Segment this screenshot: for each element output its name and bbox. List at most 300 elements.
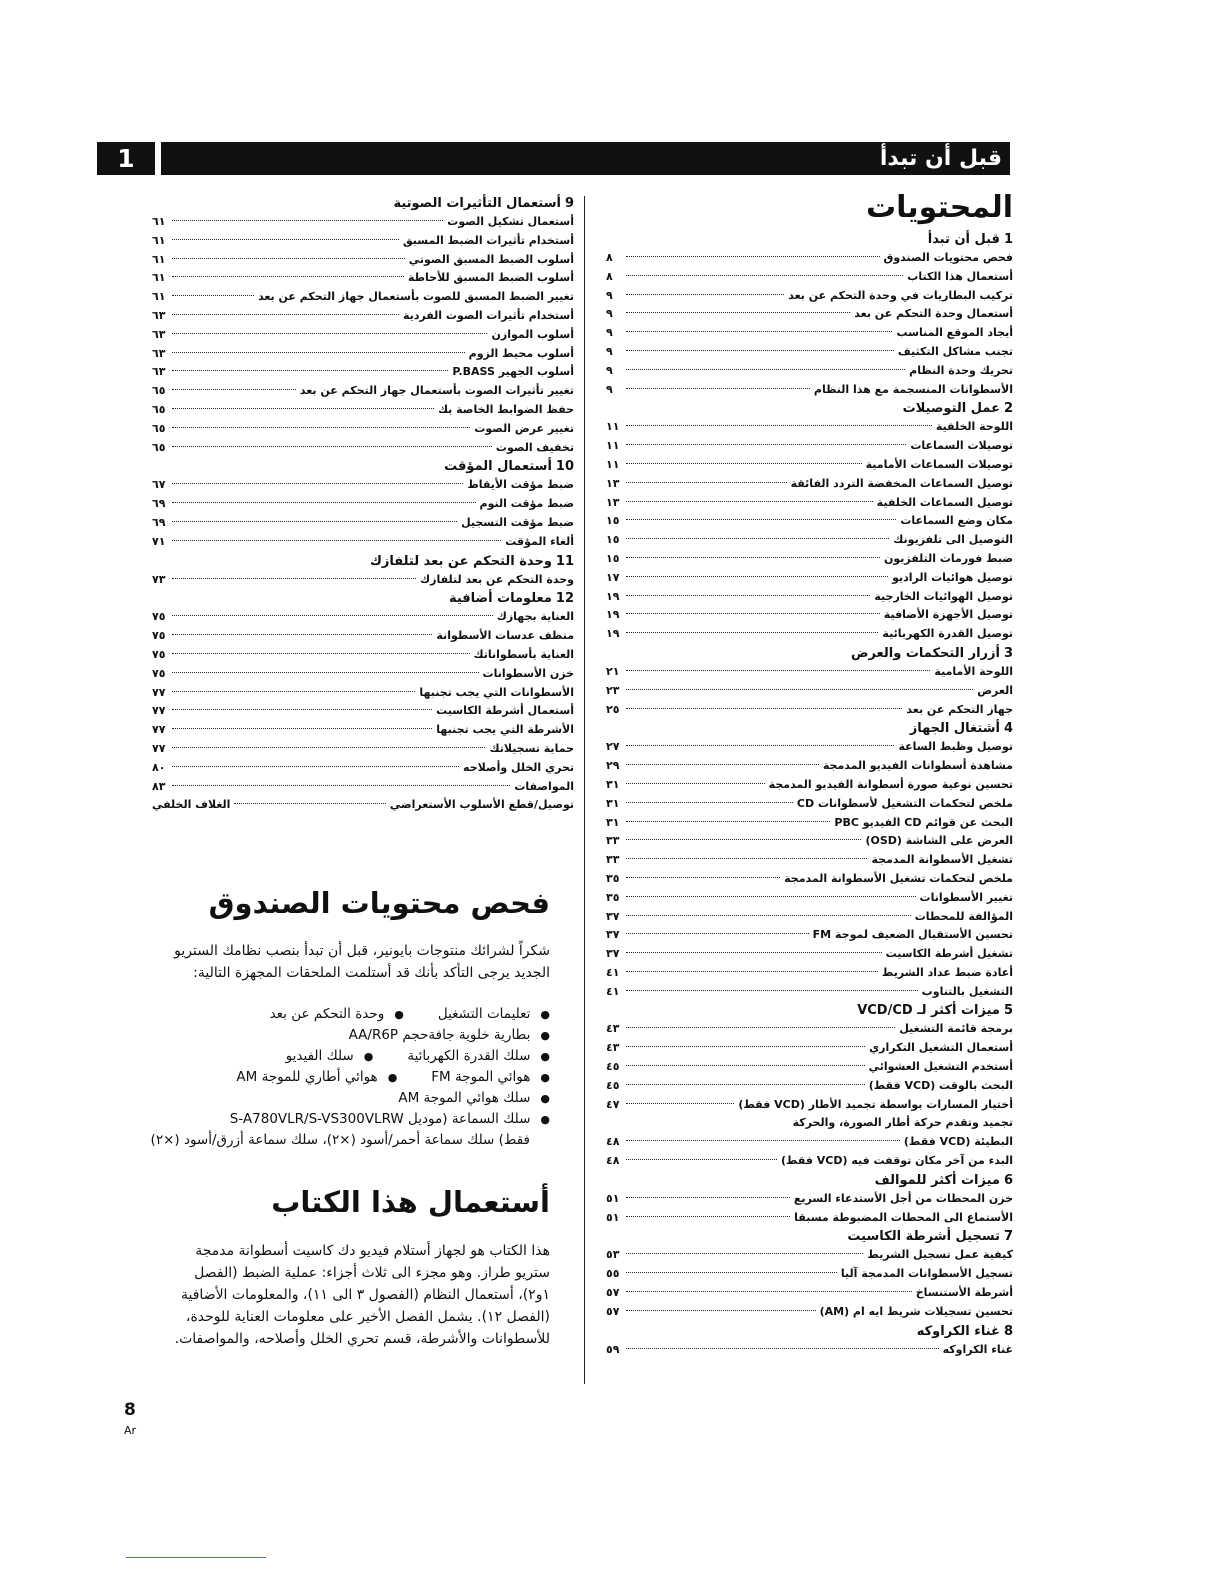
- toc-entry-label: الأسطوانات المنسجمة مع هذا النظام: [813, 382, 1013, 396]
- toc-entry[interactable]: [606, 832, 1013, 851]
- toc-section: [606, 1001, 1013, 1020]
- toc-entry[interactable]: [606, 1133, 1013, 1152]
- toc-entry[interactable]: [152, 684, 574, 703]
- toc-entry-page: ٨٠: [152, 760, 166, 774]
- toc-leader-dots: [626, 689, 973, 690]
- toc-entry-label: العرض على الشاشة (OSD): [865, 834, 1013, 848]
- toc-section-number: 8: [1003, 1323, 1013, 1339]
- toc-section-title: عمل التوصيلات: [902, 401, 1000, 417]
- toc-entry[interactable]: [152, 251, 574, 270]
- toc-entry-page: ٨: [606, 251, 613, 264]
- toc-leader-dots: [626, 595, 870, 596]
- toc-entry-label: أختيار المسارات بواسطة تجميد الأطار (VCD فقط): [738, 1097, 1013, 1111]
- toc-entry[interactable]: [606, 1058, 1013, 1077]
- toc-leader-dots: [626, 1348, 939, 1349]
- toc-leader-dots: [626, 1291, 912, 1292]
- toc-entry[interactable]: [152, 269, 574, 288]
- toc-entry-page: ٦٥: [152, 440, 166, 454]
- toc-entry-page: ٣٧: [606, 909, 620, 923]
- box-item: تعليمات التشغيل: [437, 1006, 531, 1022]
- toc-leader-dots: [172, 446, 492, 447]
- toc-entry-page: ١١: [606, 420, 620, 434]
- toc-entry[interactable]: [606, 249, 1013, 268]
- toc-entry[interactable]: [152, 533, 574, 552]
- toc-entry-label: ضبط فورمات التلفزيون: [883, 551, 1013, 565]
- toc-entry[interactable]: [606, 305, 1013, 324]
- toc-entry-page: ١٩: [606, 589, 620, 603]
- toc-entry-page: ٦٣: [152, 346, 166, 360]
- bullet-icon: ●: [387, 1071, 398, 1084]
- toc-entry-label: تحسين تسجيلات شريط ايه ام (AM): [819, 1304, 1013, 1318]
- toc-entry-label: توصيل القدرة الكهربائية: [882, 627, 1013, 641]
- toc-entry[interactable]: [606, 494, 1013, 513]
- toc-leader-dots: [626, 745, 894, 746]
- toc-leader-dots: [626, 1253, 863, 1254]
- toc-leader-dots: [172, 370, 448, 371]
- bullet-icon: ●: [540, 1029, 550, 1042]
- toc-leader-dots: [626, 1103, 734, 1104]
- toc-entry[interactable]: [606, 418, 1013, 437]
- toc-leader-dots: [172, 672, 479, 673]
- toc-entry[interactable]: [152, 232, 574, 251]
- toc-leader-dots: [626, 1027, 895, 1028]
- box-item: هوائي أطاري للموجة AM: [236, 1069, 378, 1085]
- toc-entry[interactable]: [606, 381, 1013, 400]
- toc-entry-page: ٢١: [606, 664, 620, 678]
- toc-entry-page: ٦٣: [152, 327, 166, 341]
- toc-entry-page: ٣٣: [606, 853, 620, 867]
- toc-leader-dots: [626, 557, 880, 558]
- toc-entry[interactable]: [606, 1039, 1013, 1058]
- toc-entry-page: ١١: [606, 439, 620, 453]
- toc-entry-page: ٤٨: [606, 1135, 620, 1149]
- toc-entry[interactable]: [606, 682, 1013, 701]
- toc-entry[interactable]: [152, 608, 574, 627]
- toc-entry-label: أستعمال هذا الكتاب: [907, 269, 1013, 283]
- toc-leader-dots: [626, 802, 793, 803]
- toc-entry-label: أستعمال تشكيل الصوت: [447, 215, 574, 228]
- toc-entry-page: ٤٥: [606, 1078, 620, 1092]
- toc-section-title: وحدة التحكم عن بعد لتلفازك: [369, 553, 552, 569]
- toc-entry[interactable]: [606, 588, 1013, 607]
- toc-entry-label: البطيئة (VCD فقط): [903, 1135, 1013, 1149]
- toc-entry-label: توصيلات السماعات الأمامية: [865, 457, 1013, 471]
- toc-leader-dots: [234, 803, 385, 804]
- toc-entry[interactable]: [152, 721, 574, 740]
- toc-entry[interactable]: [606, 1020, 1013, 1039]
- box-item-row: [150, 1004, 550, 1025]
- toc-entry-page: ٣٣: [606, 834, 620, 848]
- toc-entry[interactable]: [152, 401, 574, 420]
- toc-leader-dots: [626, 933, 809, 934]
- toc-entry-page: ٧٥: [152, 647, 166, 661]
- toc-entry-label: خزن الأسطوانات: [482, 666, 574, 680]
- toc-leader-dots: [172, 258, 405, 259]
- toc-entry[interactable]: [606, 625, 1013, 644]
- toc-entry-label: توصيل الأجهزة الأضافية: [883, 608, 1013, 622]
- bullet-icon: ●: [540, 1092, 550, 1105]
- toc-entry[interactable]: [606, 512, 1013, 531]
- toc-section-number: 12: [555, 591, 574, 607]
- toc-entry-label: تشغيل الأسطوانة المدمجة: [871, 853, 1013, 867]
- toc-entry[interactable]: [152, 759, 574, 778]
- toc-entry[interactable]: [606, 964, 1013, 983]
- toc-leader-dots: [626, 388, 810, 389]
- toc-entry[interactable]: [606, 531, 1013, 550]
- toc-entry-label: أعادة ضبط عداد الشريط: [881, 965, 1013, 979]
- toc-entry[interactable]: [606, 1190, 1013, 1209]
- toc-entry-label: أسلوب الموازن: [491, 327, 574, 341]
- toc-entry-label: خزن المحطات من أجل الأستدعاء السريع: [793, 1191, 1013, 1205]
- toc-entry-page: ٤٥: [606, 1060, 620, 1074]
- toc-entry[interactable]: [606, 926, 1013, 945]
- toc-section-title: ميزات أكثر للموالف: [874, 1172, 1000, 1188]
- toc-section-title: أشتغال الجهاز: [909, 721, 1000, 737]
- toc-entry-label: وحدة التحكم عن بعد لتلفازك: [420, 572, 574, 586]
- toc-entry[interactable]: [606, 550, 1013, 569]
- toc-leader-dots: [626, 915, 911, 916]
- bullet-icon: ●: [540, 1050, 550, 1063]
- book-usage-text: هذا الكتاب هو لجهاز أستلام فيديو دك كاسيت أسطوانة مدمجة ستريو طراز. وهو مجزء الى ثلاث أجزاء: عملية الضبط (الفصل ١و٢)، أستعمال النظام (الفصول ٣ الى ١١)، والمعلومات الأضافية (الفصل ١٢). يشمل الفصل الأخير على معلومات العناية للوحدة، للأسطوانات والأشرطة، قسم تحري الخلل وأصلاحه، والمواصفات.: [174, 1243, 550, 1347]
- toc-entry-label: حفظ الضوابط الخاصة بك: [437, 402, 574, 416]
- toc-entry[interactable]: [606, 738, 1013, 757]
- column-divider: [584, 196, 585, 1384]
- toc-leader-dots: [626, 613, 880, 614]
- toc-entry-label: تجنب مشاكل التكثيف: [897, 344, 1013, 358]
- toc-leader-dots: [626, 1159, 777, 1160]
- toc-leader-dots: [626, 839, 861, 840]
- bullet-icon: ●: [540, 1008, 550, 1021]
- toc-entry[interactable]: [152, 646, 574, 665]
- toc-entry[interactable]: [606, 287, 1013, 306]
- box-item: سلك القدرة الكهربائية: [407, 1048, 531, 1064]
- toc-entry-label: العناية بأسطواناتك: [473, 647, 574, 661]
- toc-entry-label: توصيلات السماعات: [910, 439, 1013, 453]
- toc-leader-dots: [172, 615, 493, 616]
- toc-entry-label: العرض: [977, 683, 1013, 697]
- toc-entry-page: ٥٧: [606, 1286, 620, 1300]
- toc-entry-label: ضبط مؤقت الأيقاظ: [467, 478, 574, 492]
- toc-section: [152, 457, 574, 476]
- toc-entry[interactable]: [606, 776, 1013, 795]
- toc-entry[interactable]: [152, 439, 574, 458]
- toc-entry[interactable]: [152, 420, 574, 439]
- toc-section-title: قبل أن تبدأ: [927, 232, 1000, 247]
- toc-entry-label: أيجاد الموقع المناسب: [896, 326, 1013, 340]
- box-item: سلك الفيديو: [285, 1048, 354, 1064]
- toc-entry-label: حماية تسجيلاتك: [489, 741, 574, 755]
- toc-entry-label: مكان وضع السماعات: [900, 514, 1013, 528]
- box-contents-list: [150, 1004, 550, 1151]
- toc-leader-dots: [172, 389, 296, 390]
- toc-entry-label: أستعمال التشغيل التكراري: [869, 1041, 1013, 1055]
- toc-entry-label: تغيير تأثيرات الصوت بأستعمال جهاز التحكم عن بعد: [299, 384, 574, 398]
- toc-leader-dots: [626, 971, 878, 972]
- toc-entry-label: كيفية عمل تسجيل الشريط: [867, 1248, 1013, 1262]
- box-item-row: [150, 1088, 550, 1109]
- toc-entry[interactable]: [152, 476, 574, 495]
- toc-entry[interactable]: [606, 908, 1013, 927]
- toc-entry-label: غناء الكراوكه: [942, 1342, 1013, 1356]
- toc-entry-page: ٦٧: [152, 478, 166, 492]
- toc-entry[interactable]: [152, 778, 574, 797]
- toc-entry[interactable]: [606, 456, 1013, 475]
- toc-entry-page: ٦١: [152, 290, 166, 304]
- toc-leader-dots: [626, 312, 850, 313]
- toc-entry-page: ١٥: [606, 514, 620, 528]
- toc-entry-page: ١٥: [606, 533, 620, 547]
- page-language: Ar: [124, 1424, 137, 1437]
- toc-entry-label: اللوحة الخلفية: [935, 420, 1013, 434]
- toc-entry[interactable]: [606, 343, 1013, 362]
- toc-entry-page: ١١: [606, 457, 620, 471]
- toc-entry[interactable]: [606, 814, 1013, 833]
- toc-entry-label: أشرطة الأستنساخ: [915, 1286, 1013, 1300]
- toc-leader-dots: [172, 540, 501, 541]
- toc-leader-dots: [172, 239, 399, 240]
- toc-entry-label: المؤالفة للمحطات: [914, 909, 1013, 923]
- toc-leader-dots: [626, 877, 780, 878]
- toc-entry[interactable]: [606, 1114, 1013, 1133]
- toc-entry[interactable]: [152, 363, 574, 382]
- toc-entry-label: ضبط مؤقت التسجيل: [461, 515, 574, 529]
- toc-entry[interactable]: [606, 1303, 1013, 1322]
- toc-entry[interactable]: [152, 382, 574, 401]
- box-item-row: [150, 1067, 550, 1088]
- toc-section-number: 5: [1003, 1003, 1013, 1019]
- toc-entry-label: توصيل الهوائيات الخارجية: [874, 589, 1013, 603]
- toc-entry-page: ١٣: [606, 495, 620, 509]
- toc-entry[interactable]: [152, 326, 574, 345]
- toc-leader-dots: [172, 427, 470, 428]
- toc-entry-label: البحث عن قوائم CD الفيديو PBC: [834, 815, 1013, 829]
- toc-entry-page: ٣١: [606, 815, 620, 829]
- toc-entry-label: المواصفات: [514, 779, 574, 793]
- toc-entry-page: ٣٧: [606, 947, 620, 961]
- toc-entry-label: منظف عدسات الأسطوانة: [436, 629, 574, 643]
- toc-entry[interactable]: [606, 663, 1013, 682]
- toc-entry-label: توصيل هوائيات الراديو: [892, 570, 1013, 584]
- toc-entry-label: الأستماع الى المحطات المضبوطة مسبقا: [794, 1210, 1013, 1224]
- toc-entry[interactable]: [606, 1209, 1013, 1228]
- toc-entry-page: ٤٨: [606, 1154, 620, 1168]
- toc-entry-page: ٢٩: [606, 759, 620, 773]
- toc-section-title: أستعمال التأثيرات الصوتية: [393, 196, 561, 211]
- toc-section: [152, 589, 574, 608]
- toc-entry-page: ٦٩: [152, 515, 166, 529]
- toc-entry-label: ضبط مؤقت النوم: [479, 497, 574, 511]
- toc-entry-label: ملخص لتحكمات تشغيل الأسطوانة المدمجة: [784, 871, 1013, 885]
- box-item: بطارية خلوية جافةحجم AA/R6P: [348, 1027, 531, 1043]
- toc-entry[interactable]: [606, 757, 1013, 776]
- toc-entry-label: تحسين الأستقبال الضعيف لموجة FM: [812, 928, 1013, 942]
- toc-entry[interactable]: [606, 795, 1013, 814]
- toc-entry[interactable]: [152, 702, 574, 721]
- toc-right-column: [606, 188, 1013, 1359]
- book-usage-heading: أستعمال هذا الكتاب: [271, 1185, 550, 1219]
- box-contents-intro: شكراً لشرائك منتوجات بايونير، قبل أن تبدأ بنصب نظامك الستريو الجديد يرجى التأكد بأنك قد أستلمت الملحقات المجهزة التالية:: [174, 943, 550, 981]
- toc-leader-dots: [626, 294, 784, 295]
- toc-entry[interactable]: [606, 1284, 1013, 1303]
- toc-entry[interactable]: [606, 701, 1013, 720]
- box-contents-heading: فحص محتويات الصندوق: [208, 886, 550, 920]
- toc-entry[interactable]: [606, 606, 1013, 625]
- toc-leader-dots: [172, 314, 399, 315]
- toc-entry[interactable]: [152, 571, 574, 590]
- toc-entry[interactable]: [606, 268, 1013, 287]
- toc-entry[interactable]: [606, 1152, 1013, 1171]
- toc-left-column: [152, 194, 574, 815]
- toc-entry-label: الأشرطة التي يجب تجنبها: [436, 723, 574, 737]
- toc-leader-dots: [626, 1310, 816, 1311]
- toc-entry[interactable]: [606, 1265, 1013, 1284]
- toc-entry-page: ٣١: [606, 796, 620, 810]
- toc-entry[interactable]: [606, 1246, 1013, 1265]
- toc-leader-dots: [626, 821, 830, 822]
- toc-entry-label: تغيير الضبط المسبق للصوت بأستعمال جهاز التحكم عن بعد: [257, 290, 574, 304]
- toc-leader-dots: [626, 331, 892, 332]
- toc-entry-page: الغلاف الخلفي: [152, 798, 231, 812]
- toc-entry-label: برمجة قائمة التشغيل: [899, 1022, 1013, 1036]
- box-item: هوائي الموجة FM: [431, 1069, 531, 1085]
- toc-entry[interactable]: [606, 1077, 1013, 1096]
- toc-section: [606, 1227, 1013, 1246]
- toc-entry-label: العناية بجهازك: [496, 610, 574, 624]
- toc-leader-dots: [626, 463, 862, 464]
- toc-entry-label: تحسين نوعية صورة أسطوانة الفيديو المدمجة: [768, 777, 1013, 791]
- toc-entry[interactable]: [606, 362, 1013, 381]
- toc-entry[interactable]: [152, 627, 574, 646]
- toc-entry[interactable]: [152, 288, 574, 307]
- toc-entry-page: ٦٥: [152, 384, 166, 398]
- toc-entry[interactable]: [606, 324, 1013, 343]
- toc-entry[interactable]: [152, 665, 574, 684]
- toc-entry-label: أسلوب الضبط المسبق للأحاطة: [408, 271, 574, 285]
- toc-entry-page: ٩: [606, 382, 613, 396]
- toc-leader-dots: [626, 783, 765, 784]
- toc-entry-page: ١٥: [606, 551, 620, 565]
- toc-entry[interactable]: [606, 569, 1013, 588]
- box-item-continuation: فقط) سلك سماعة أحمر/أسود (×٢)، سلك سماعة أزرق/أسود (×٢): [150, 1132, 530, 1148]
- toc-leader-dots: [172, 634, 432, 635]
- toc-entry-label: أسلوب محيط الزوم: [468, 346, 574, 360]
- toc-entry[interactable]: [606, 889, 1013, 908]
- toc-leader-dots: [172, 653, 470, 654]
- toc-leader-dots: [626, 632, 878, 633]
- toc-section-number: 11: [555, 553, 574, 569]
- toc-entry[interactable]: [152, 740, 574, 759]
- toc-entry-page: ٧٥: [152, 629, 166, 643]
- toc-entry-page: ٦١: [152, 215, 166, 228]
- toc-entry[interactable]: [606, 1096, 1013, 1115]
- toc-leader-dots: [172, 521, 457, 522]
- toc-leader-dots: [172, 502, 476, 503]
- chapter-header-bar: [161, 142, 1010, 175]
- box-item-row: [150, 1025, 550, 1046]
- toc-entry[interactable]: [606, 1341, 1013, 1360]
- toc-entry-page: ٧٧: [152, 723, 166, 737]
- toc-entry-label: تحريك وحدة النظام: [909, 363, 1013, 377]
- toc-entry[interactable]: [152, 796, 574, 815]
- toc-entry[interactable]: [152, 307, 574, 326]
- toc-entry-label: التوصيل الى تلفزيونك: [893, 533, 1013, 547]
- toc-entry[interactable]: [152, 345, 574, 364]
- toc-entry-label: أستخدم التشغيل العشوائي: [868, 1060, 1013, 1074]
- toc-entry-page: ٣٧: [606, 928, 620, 942]
- toc-entry-page: ٦١: [152, 252, 166, 266]
- toc-entry-label: أسلوب الضبط المسبق الصوتي: [408, 252, 574, 266]
- toc-entry-page: ٦١: [152, 233, 166, 247]
- toc-leader-dots: [172, 578, 416, 579]
- toc-section-number: 9: [564, 196, 574, 211]
- toc-entry-label: أستخدام تأثيرات الصوت الفردية: [402, 308, 574, 322]
- toc-entry-label: ألغاء المؤقت: [505, 534, 574, 548]
- toc-entry-label: تخفيف الصوت: [495, 440, 574, 454]
- toc-entry-page: ٧٣: [152, 572, 166, 586]
- toc-entry[interactable]: [606, 475, 1013, 494]
- toc-leader-dots: [626, 256, 880, 257]
- toc-entry-label: أستخدام تأثيرات الضبط المسبق: [402, 233, 574, 247]
- toc-entry-page: ١٣: [606, 476, 620, 490]
- toc-section-number: 4: [1003, 721, 1013, 737]
- toc-leader-dots: [626, 444, 906, 445]
- toc-entry-page: ٨: [606, 269, 613, 283]
- toc-entry-page: ٩: [606, 326, 613, 340]
- toc-section-number: 6: [1003, 1172, 1013, 1188]
- toc-entry[interactable]: [606, 983, 1013, 1002]
- toc-section-number: 10: [555, 459, 574, 475]
- toc-entry-label: تشغيل أشرطة الكاسيت: [885, 947, 1013, 961]
- bullet-icon: ●: [540, 1071, 550, 1084]
- toc-entry[interactable]: [152, 514, 574, 533]
- toc-entry-label: التشغيل بالتناوب: [921, 984, 1013, 998]
- toc-entry-page: ٦٣: [152, 308, 166, 322]
- toc-section-number: 1: [1003, 232, 1013, 247]
- toc-entry-page: ١٧: [606, 570, 620, 584]
- toc-entry-label: فحص محتويات الصندوق: [883, 251, 1013, 264]
- toc-leader-dots: [626, 708, 902, 709]
- toc-entry[interactable]: [152, 495, 574, 514]
- toc-entry[interactable]: [152, 213, 574, 232]
- toc-entry-page: ٨٣: [152, 779, 166, 793]
- toc-entry-label: تسجيل الأسطوانات المدمجة آليا: [840, 1267, 1013, 1281]
- toc-entry[interactable]: [606, 851, 1013, 870]
- toc-title: المحتويات: [865, 190, 1013, 225]
- toc-entry-label: توصيل/قطع الأسلوب الأستعراضي: [389, 798, 574, 812]
- toc-entry-page: ٥٥: [606, 1267, 620, 1281]
- toc-leader-dots: [626, 764, 819, 765]
- toc-leader-dots: [626, 519, 896, 520]
- box-item-row: [150, 1109, 550, 1130]
- toc-leader-dots: [172, 709, 432, 710]
- toc-entry-label: توصيل وظبط الساعة: [898, 740, 1013, 754]
- footer-link-line: [126, 1557, 266, 1558]
- toc-entry[interactable]: [606, 437, 1013, 456]
- toc-entry-page: ٥١: [606, 1191, 620, 1205]
- toc-entry-page: ٢٥: [606, 702, 620, 716]
- toc-leader-dots: [626, 275, 903, 276]
- toc-leader-dots: [626, 670, 930, 671]
- toc-entry-label: أسلوب الجهير P.BASS: [452, 365, 574, 379]
- toc-section: [606, 230, 1013, 249]
- toc-entry-page: ٧٧: [152, 741, 166, 755]
- toc-section-title: أستعمال المؤقت: [444, 459, 552, 475]
- toc-entry-page: ٦١: [152, 271, 166, 285]
- toc-entry[interactable]: [606, 945, 1013, 964]
- toc-entry[interactable]: [606, 870, 1013, 889]
- toc-leader-dots: [626, 1065, 865, 1066]
- page-number: 8: [124, 1400, 136, 1420]
